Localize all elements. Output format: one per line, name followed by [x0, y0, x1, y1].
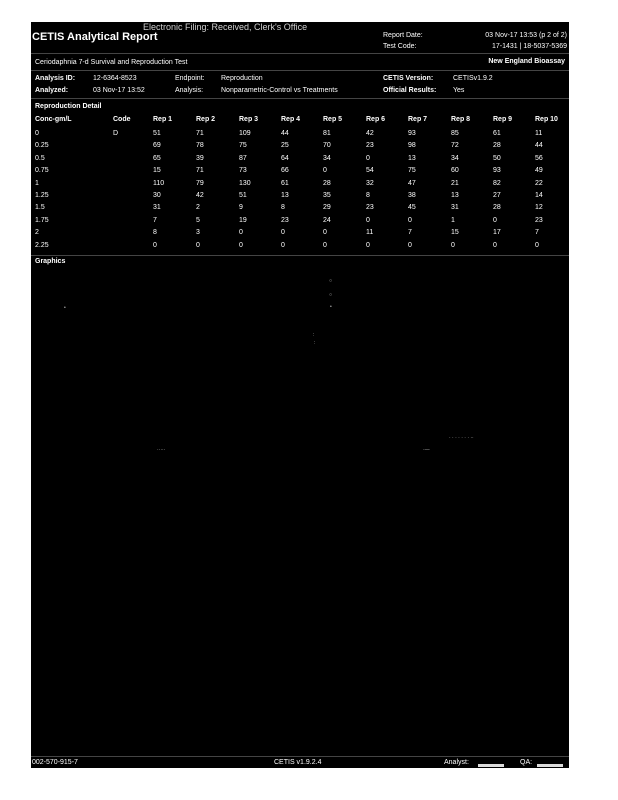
- rep-value: 8: [366, 192, 370, 199]
- analysis-id-label: Analysis ID:: [35, 75, 76, 82]
- rep-value: 31: [451, 204, 459, 212]
- rep-value: 27: [493, 192, 501, 199]
- rep-value: 8: [153, 229, 157, 237]
- test-code-label: Test Code:: [383, 43, 417, 50]
- rep-value: 45: [408, 204, 416, 212]
- rep-value: 0: [281, 241, 285, 249]
- divider: [31, 756, 569, 757]
- cetis-version-label: CETIS Version:: [383, 75, 434, 82]
- rep-value: 78: [196, 142, 204, 150]
- rep-value: 130: [239, 179, 251, 187]
- graphics-title: Graphics: [35, 258, 66, 265]
- rep-value: 109: [239, 130, 251, 137]
- graph-mark: ○: [329, 278, 333, 284]
- row-concentration: 1.5: [35, 204, 45, 212]
- rep-value: 93: [493, 167, 501, 175]
- row-concentration: 0: [35, 130, 39, 137]
- rep-value: 19: [239, 216, 247, 224]
- rep-value: 82: [493, 179, 501, 187]
- cetis-version-value: CETISv1.9.2: [453, 75, 493, 82]
- column-header: Rep 3: [239, 116, 259, 123]
- graph-mark: ·····: [157, 447, 166, 453]
- rep-value: 66: [281, 167, 289, 175]
- rep-value: 28: [493, 142, 501, 150]
- row-concentration: 2.25: [35, 241, 49, 249]
- rep-value: 28: [493, 204, 501, 212]
- column-header: Rep 2: [196, 116, 216, 123]
- rep-value: 13: [408, 154, 416, 162]
- rep-value: 0: [408, 241, 412, 249]
- column-header: Rep 8: [451, 116, 471, 123]
- rep-value: 21: [451, 179, 459, 187]
- official-results-label: Official Results:: [383, 87, 437, 94]
- rep-value: 0: [239, 241, 243, 249]
- divider: [31, 98, 569, 99]
- rep-value: 2: [196, 204, 200, 212]
- rep-value: 11: [535, 130, 543, 137]
- rep-value: 44: [535, 142, 543, 150]
- rep-value: 13: [281, 192, 289, 199]
- rep-value: 110: [153, 179, 165, 187]
- rep-value: 61: [493, 130, 501, 137]
- analyzed-value: 03 Nov-17 13:52: [93, 87, 145, 94]
- rep-value: 42: [196, 192, 204, 199]
- rep-value: 69: [153, 142, 161, 150]
- rep-value: 0: [451, 241, 455, 249]
- rep-value: 47: [408, 179, 416, 187]
- analyzed-label: Analyzed:: [35, 87, 69, 94]
- column-header: Rep 4: [281, 116, 301, 123]
- analysis-method-label: Analysis:: [175, 87, 204, 94]
- rep-value: 14: [535, 192, 543, 199]
- analysis-id-value: 12-6364-8523: [93, 75, 137, 82]
- rep-value: 23: [366, 204, 374, 212]
- rep-value: 42: [366, 130, 374, 137]
- rep-value: 9: [239, 204, 243, 212]
- rep-value: 3: [196, 229, 200, 237]
- rep-value: 50: [493, 154, 501, 162]
- rep-value: 7: [535, 229, 539, 237]
- rep-value: 73: [239, 167, 247, 175]
- rep-value: 49: [535, 167, 543, 175]
- graph-mark: :: [313, 332, 315, 338]
- rep-value: 61: [281, 179, 289, 187]
- column-header: Rep 5: [323, 116, 343, 123]
- rep-value: 0: [196, 241, 200, 249]
- rep-value: 39: [196, 154, 204, 162]
- rep-value: 7: [153, 216, 157, 224]
- lab-name: New England Bioassay: [488, 58, 565, 65]
- column-header: Rep 1: [153, 116, 173, 123]
- rep-value: 98: [408, 142, 416, 150]
- rep-value: 87: [239, 154, 247, 162]
- rep-value: 0: [366, 154, 370, 162]
- rep-value: 75: [408, 167, 416, 175]
- graph-mark: ·—: [423, 447, 430, 453]
- rep-value: 34: [323, 154, 331, 162]
- rep-value: 34: [451, 154, 459, 162]
- rep-value: 0: [366, 216, 370, 224]
- qa-signature: [537, 764, 563, 767]
- column-header: Conc-gm/L: [35, 116, 72, 123]
- rep-value: 85: [451, 130, 459, 137]
- rep-value: 17: [493, 229, 501, 237]
- rep-value: 28: [323, 179, 331, 187]
- footer-version: CETIS v1.9.2.4: [274, 759, 322, 766]
- rep-value: 0: [408, 216, 412, 224]
- analysis-method-value: Nonparametric-Control vs Treatments: [221, 87, 338, 94]
- rep-value: 12: [535, 204, 543, 212]
- rep-value: 81: [323, 130, 331, 137]
- rep-value: 23: [535, 216, 543, 224]
- rep-value: 7: [408, 229, 412, 237]
- rep-value: 56: [535, 154, 543, 162]
- rep-value: 30: [153, 192, 161, 199]
- divider: [31, 255, 569, 256]
- rep-value: 5: [196, 216, 200, 224]
- rep-value: 22: [535, 179, 543, 187]
- rep-value: 79: [196, 179, 204, 187]
- rep-value: 35: [323, 192, 331, 199]
- endpoint-label: Endpoint:: [175, 75, 205, 82]
- rep-value: 15: [153, 167, 161, 175]
- rep-value: 71: [196, 130, 204, 137]
- rep-value: 0: [535, 241, 539, 249]
- rep-value: 0: [153, 241, 157, 249]
- rep-value: 51: [153, 130, 161, 137]
- rep-value: 64: [281, 154, 289, 162]
- rep-value: 1: [451, 216, 455, 224]
- rep-value: 38: [408, 192, 416, 199]
- test-name: Ceriodaphnia 7-d Survival and Reproduction Test: [35, 59, 188, 66]
- divider: [31, 70, 569, 71]
- row-concentration: 0.75: [35, 167, 49, 175]
- graph-mark: :: [314, 340, 316, 346]
- rep-value: 29: [323, 204, 331, 212]
- rep-value: 32: [366, 179, 374, 187]
- rep-value: 54: [366, 167, 374, 175]
- official-results-value: Yes: [453, 87, 465, 94]
- report-date-label: Report Date:: [383, 32, 423, 39]
- graph-mark: ○: [329, 292, 333, 298]
- rep-value: 15: [451, 229, 459, 237]
- report-page: [31, 22, 569, 768]
- rep-value: 25: [281, 142, 289, 150]
- rep-value: 44: [281, 130, 289, 137]
- test-code-value: 17-1431 | 18-5037-5369: [492, 43, 567, 50]
- rep-value: 60: [451, 167, 459, 175]
- rep-value: 0: [239, 229, 243, 237]
- column-header: Rep 7: [408, 116, 428, 123]
- divider: [31, 53, 569, 54]
- rep-value: 51: [239, 192, 247, 199]
- row-concentration: 0.25: [35, 142, 49, 150]
- graph-mark: •: [330, 304, 332, 310]
- rep-value: 75: [239, 142, 247, 150]
- rep-value: 13: [451, 192, 459, 199]
- rep-value: 0: [323, 241, 327, 249]
- rep-value: 0: [281, 229, 285, 237]
- bleed-through-text: Electronic Filing: Received, Clerk's Office: [143, 22, 308, 32]
- rep-value: 31: [153, 204, 161, 212]
- footer-doc-id: 002-570-915-7: [32, 759, 78, 766]
- rep-value: 0: [323, 167, 327, 175]
- graph-mark: •: [64, 305, 66, 311]
- row-concentration: 1.75: [35, 216, 49, 224]
- rep-value: 0: [323, 229, 327, 237]
- row-concentration: 0.5: [35, 154, 45, 162]
- rep-value: 8: [281, 204, 285, 212]
- rep-value: 65: [153, 154, 161, 162]
- row-code: D: [113, 130, 119, 137]
- analyst-signature: [478, 764, 504, 767]
- footer-analyst-label: Analyst:: [444, 759, 469, 766]
- column-header: Code: [113, 116, 131, 123]
- rep-value: 93: [408, 130, 416, 137]
- column-header: Rep 6: [366, 116, 386, 123]
- column-header: Rep 9: [493, 116, 513, 123]
- rep-value: 0: [366, 241, 370, 249]
- rep-value: 24: [323, 216, 331, 224]
- graph-mark: · · · · · · · ··: [449, 435, 474, 441]
- rep-value: 0: [493, 216, 497, 224]
- footer-qa-label: QA:: [520, 759, 533, 766]
- reproduction-detail-title: Reproduction Detail: [35, 103, 102, 110]
- endpoint-value: Reproduction: [221, 75, 263, 82]
- rep-value: 23: [366, 142, 374, 150]
- rep-value: 70: [323, 142, 331, 150]
- rep-value: 71: [196, 167, 204, 175]
- rep-value: 11: [366, 229, 374, 237]
- row-concentration: 1: [35, 179, 39, 187]
- column-header: Rep 10: [535, 116, 558, 123]
- report-title: CETIS Analytical Report: [32, 31, 158, 43]
- report-date-value: 03 Nov-17 13:53 (p 2 of 2): [485, 32, 567, 39]
- row-concentration: 1.25: [35, 192, 49, 199]
- rep-value: 0: [493, 241, 497, 249]
- rep-value: 72: [451, 142, 459, 150]
- row-concentration: 2: [35, 229, 39, 237]
- rep-value: 23: [281, 216, 289, 224]
